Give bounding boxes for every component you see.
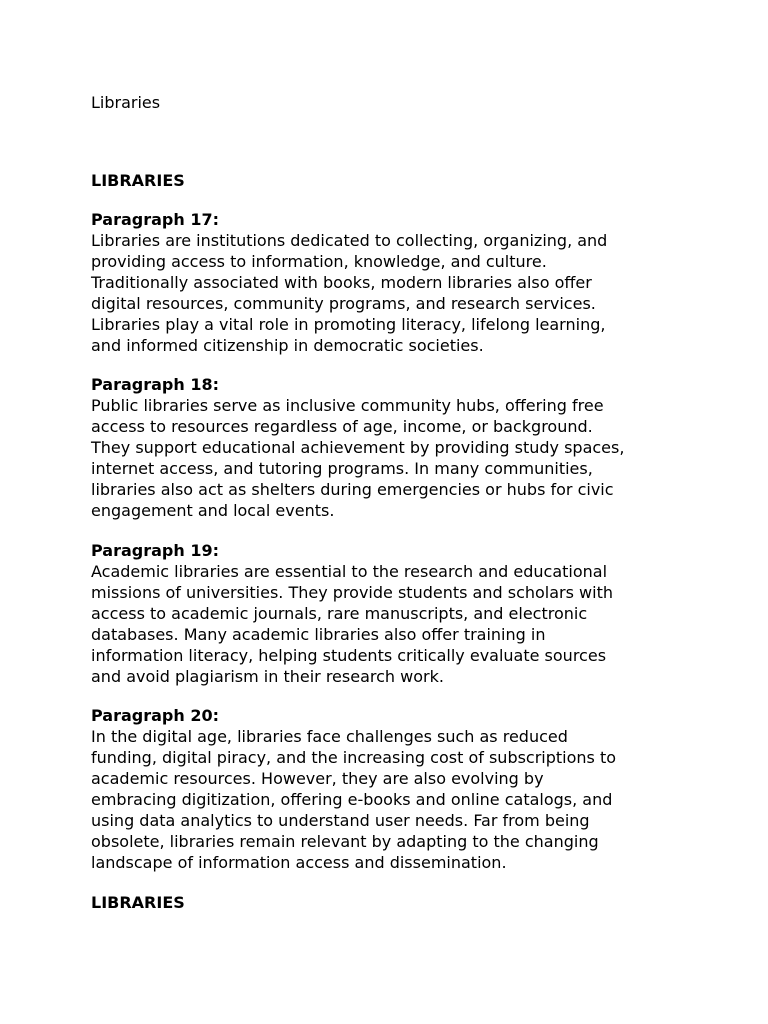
paragraph-line: access to academic journals, rare manuscripts, and electronic (91, 604, 588, 623)
paragraph-line: databases. Many academic libraries also offer training in (91, 625, 546, 644)
paragraph-line: engagement and local events. (91, 501, 335, 520)
section-heading: LIBRARIES (91, 893, 185, 912)
paragraph-line: Traditionally associated with books, modern libraries also offer (91, 273, 592, 292)
document-title: Libraries (91, 93, 161, 112)
paragraph-label: Paragraph 18: (91, 375, 219, 394)
paragraph-line: libraries also act as shelters during emergencies or hubs for civic (91, 480, 614, 499)
paragraph-20 (91, 705, 731, 873)
paragraph-line: providing access to information, knowledge, and culture. (91, 252, 547, 271)
paragraph-line: obsolete, libraries remain relevant by adapting to the changing (91, 832, 599, 851)
paragraph-17 (91, 209, 731, 356)
paragraph-line: information literacy, helping students critically evaluate sources (91, 646, 607, 665)
paragraph-line: They support educational achievement by providing study spaces, (91, 438, 625, 457)
paragraph-label: Paragraph 17: (91, 210, 219, 229)
paragraph-label: Paragraph 20: (91, 706, 219, 725)
paragraph-line: funding, digital piracy, and the increasing cost of subscriptions to (91, 748, 617, 767)
paragraph-18 (91, 374, 731, 521)
paragraph-line: landscape of information access and dissemination. (91, 853, 507, 872)
paragraph-line: using data analytics to understand user needs. Far from being (91, 811, 590, 830)
paragraph-line: academic resources. However, they are also evolving by (91, 769, 544, 788)
paragraph-19 (91, 540, 731, 687)
paragraph-line: digital resources, community programs, and research services. (91, 294, 596, 313)
paragraph-line: and avoid plagiarism in their research work. (91, 667, 444, 686)
paragraph-label: Paragraph 19: (91, 541, 219, 560)
paragraph-line: Libraries play a vital role in promoting literacy, lifelong learning, (91, 315, 606, 334)
paragraph-line: In the digital age, libraries face challenges such as reduced (91, 727, 568, 746)
paragraph-line: missions of universities. They provide students and scholars with (91, 583, 613, 602)
paragraph-line: Public libraries serve as inclusive community hubs, offering free (91, 396, 604, 415)
paragraph-line: access to resources regardless of age, income, or background. (91, 417, 593, 436)
section-heading: LIBRARIES (91, 171, 185, 190)
paragraph-line: Libraries are institutions dedicated to collecting, organizing, and (91, 231, 608, 250)
paragraph-line: internet access, and tutoring programs. In many communities, (91, 459, 593, 478)
paragraph-line: embracing digitization, offering e-books and online catalogs, and (91, 790, 613, 809)
paragraph-line: and informed citizenship in democratic societies. (91, 336, 484, 355)
paragraph-line: Academic libraries are essential to the research and educational (91, 562, 608, 581)
